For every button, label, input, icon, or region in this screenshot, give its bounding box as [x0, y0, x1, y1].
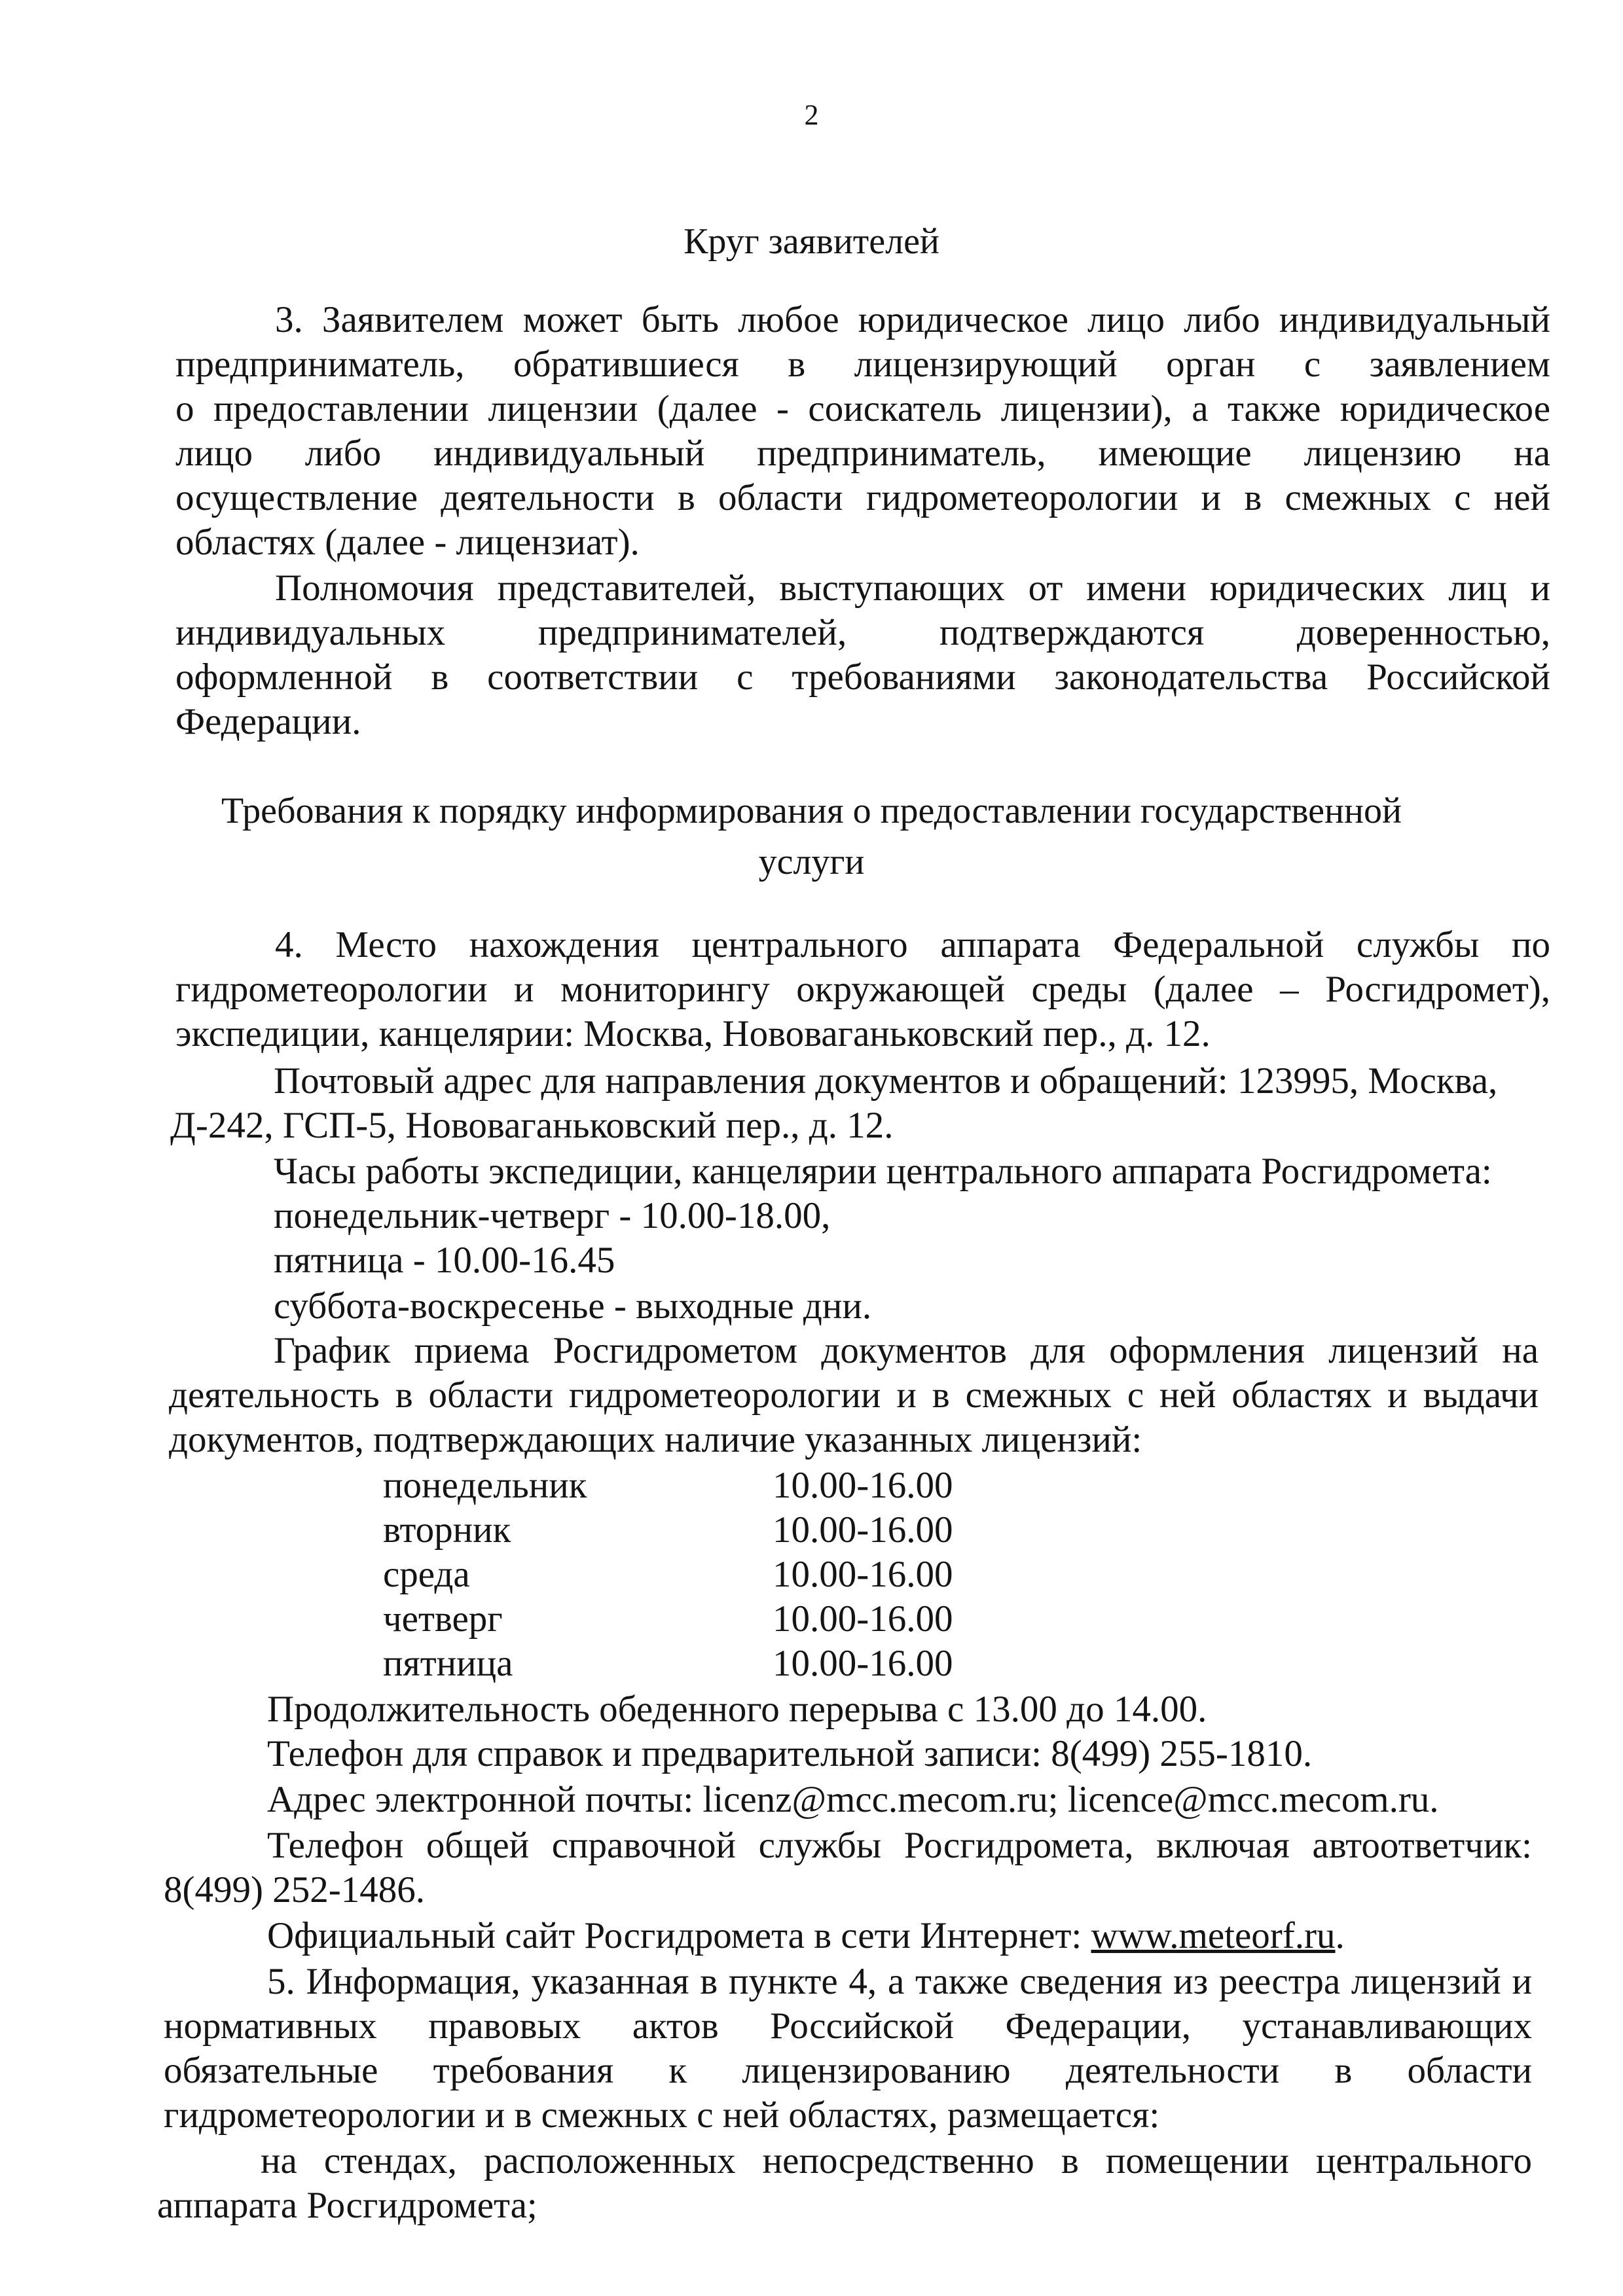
paragraph-line: деятельность в области гидрометеорологии и в смежных с ней областях и выдачи [169, 1374, 1539, 1416]
paragraph-line: экспедиции, канцелярии: Москва, Нововаганьковский пер., д. 12. [175, 1013, 1211, 1054]
schedule-time: 10.00-16.00 [773, 1509, 953, 1551]
schedule-day: понедельник [383, 1465, 587, 1506]
paragraph-line: лицо либо индивидуальный предприниматель, имеющие лицензию на [175, 433, 1550, 474]
paragraph-line: 4. Место нахождения центрального аппарата Федеральной службы по [275, 924, 1550, 965]
paragraph-line: 3. Заявителем может быть любое юридическое лицо либо индивидуальный [275, 299, 1550, 340]
schedule-day: вторник [383, 1509, 511, 1551]
paragraph-line: Телефон для справок и предварительной записи: 8(499) 255-1810. [267, 1733, 1313, 1774]
section-heading-informing: Требования к порядку информирования о предоставлении государственной [221, 791, 1402, 831]
website-link[interactable]: www.meteorf.ru [1091, 1915, 1336, 1956]
schedule-day: четверг [383, 1598, 503, 1640]
schedule-time: 10.00-16.00 [773, 1554, 953, 1595]
paragraph-line: документов, подтверждающих наличие указанных лицензий: [169, 1419, 1142, 1460]
schedule-day: среда [383, 1554, 470, 1595]
paragraph-line: Почтовый адрес для направления документов и обращений: 123995, Москва, [274, 1060, 1498, 1102]
paragraph-line: нормативных правовых актов Российской Федерации, устанавливающих [164, 2005, 1532, 2047]
paragraph-line: Д-242, ГСП-5, Нововаганьковский пер., д. 12. [170, 1105, 894, 1146]
paragraph-line: 5. Информация, указанная в пункте 4, а также сведения из реестра лицензий и [267, 1961, 1532, 2002]
schedule-time: 10.00-16.00 [773, 1465, 953, 1506]
section-heading-applicants: Круг заявителей [684, 221, 939, 262]
paragraph-line: Телефон общей справочной службы Росгидромета, включая автоответчик: [267, 1825, 1532, 1866]
website-line [267, 1914, 1345, 1958]
paragraph-line: гидрометеорологии и мониторингу окружающей среды (далее – Росгидромет), [175, 969, 1550, 1010]
paragraph-line: Федерации. [175, 701, 361, 742]
paragraph-line: осуществление деятельности в области гидрометеорологии и в смежных с ней [175, 477, 1550, 518]
paragraph-line: гидрометеорологии и в смежных с ней областях, размещается: [164, 2094, 1160, 2136]
page-number: 2 [804, 99, 819, 131]
paragraph-line: Часы работы экспедиции, канцелярии центрального аппарата Росгидромета: [274, 1151, 1492, 1192]
paragraph-line: суббота-воскресенье - выходные дни. [274, 1285, 872, 1327]
schedule-day: пятница [383, 1643, 513, 1684]
paragraph-line: предприниматель, обратившиеся в лицензирующий орган с заявлением [175, 344, 1550, 385]
paragraph-line: оформленной в соответствии с требованиями законодательства Российской [175, 656, 1550, 698]
paragraph-line: График приема Росгидрометом документов для оформления лицензий на [274, 1330, 1539, 1371]
paragraph-line: на стендах, расположенных непосредственно в помещении центрального [261, 2140, 1532, 2181]
paragraph-line: пятница - 10.00-16.45 [274, 1240, 615, 1281]
paragraph-line: обязательные требования к лицензированию деятельности в области [164, 2050, 1532, 2091]
paragraph-line: Полномочия представителей, выступающих от имени юридических лиц и [275, 567, 1550, 609]
schedule-time: 10.00-16.00 [773, 1643, 953, 1684]
section-heading-informing-cont: услуги [758, 842, 865, 882]
schedule-time: 10.00-16.00 [773, 1598, 953, 1640]
paragraph-line: индивидуальных предпринимателей, подтверждаются доверенностью, [175, 612, 1550, 653]
paragraph-line: понедельник-четверг - 10.00-18.00, [274, 1195, 831, 1236]
paragraph-line: Адрес электронной почты: licenz@mcc.mecom.ru; licence@mcc.mecom.ru. [267, 1779, 1439, 1820]
website-suffix: . [1335, 1915, 1345, 1956]
website-prefix: Официальный сайт Росгидромета в сети Интернет: [267, 1915, 1091, 1956]
paragraph-line: областях (далее - лицензиат). [175, 522, 640, 563]
paragraph-line: аппарата Росгидромета; [157, 2185, 538, 2226]
paragraph-line: Продолжительность обеденного перерыва с 13.00 до 14.00. [267, 1689, 1207, 1730]
paragraph-line: 8(499) 252-1486. [164, 1869, 425, 1910]
paragraph-line: о предоставлении лицензии (далее - соискатель лицензии), а также юридическое [175, 388, 1550, 429]
